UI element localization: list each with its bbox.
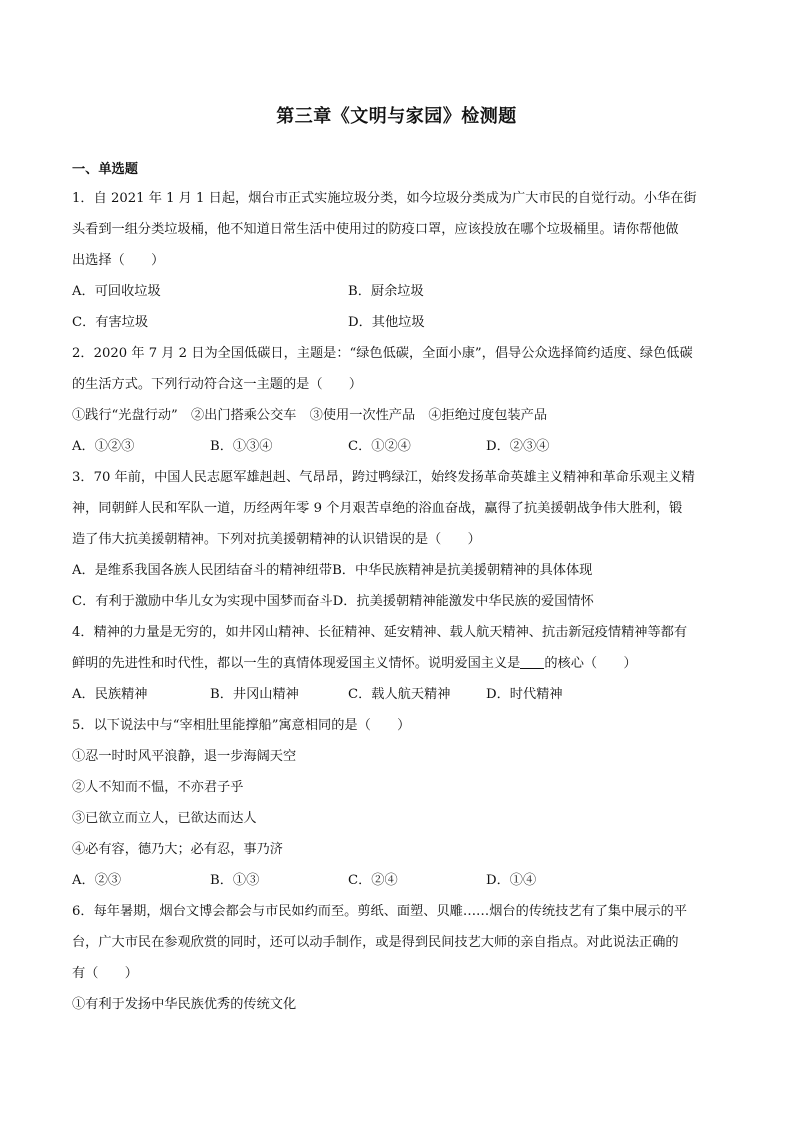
question-4-text-line-2-part-2: 的核心（ ）	[544, 656, 637, 671]
question-5-option-c: C．②④	[348, 873, 398, 888]
question-2-option-a: A．①②③	[72, 439, 135, 454]
question-1-text-line-1: 1．自 2021 年 1 月 1 日起，烟台市正式实施垃圾分类，如今垃圾分类成为广大市民的自觉行动。小华在街	[72, 191, 697, 206]
question-3-options-ab: A．是维系我国各族人民团结奋斗的精神纽带B．中华民族精神是抗美援朝精神的具体体现	[72, 563, 593, 578]
question-1-option-a: A．可回收垃圾	[72, 284, 161, 299]
question-4-option-c: C．载人航天精神	[348, 687, 451, 702]
question-2-text-line-2: 的生活方式。下列行动符合这一主题的是（ ）	[72, 377, 363, 392]
question-3-options-cd: C．有利于激励中华儿女为实现中国梦而奋斗D．抗美援朝精神能激发中华民族的爱国情怀	[72, 594, 594, 609]
question-5-options	[72, 865, 732, 896]
fill-in-blank	[520, 654, 544, 669]
question-4-option-b: B．井冈山精神	[210, 687, 299, 702]
question-1-options-row-2	[72, 307, 732, 338]
question-5-item-2: ②人不知而不愠，不亦君子乎	[72, 780, 244, 795]
question-2-option-d: D．②③④	[486, 439, 550, 454]
question-5-item-3: ③已欲立而立人，已欲达而达人	[72, 811, 257, 826]
question-1-text-line-3: 出选择（ ）	[72, 253, 165, 268]
question-1-option-d: D．其他垃圾	[348, 315, 425, 330]
question-2-option-c: C．①②④	[348, 439, 411, 454]
question-1	[72, 183, 732, 338]
question-1-text-line-2: 头看到一组分类垃圾桶，他不知道日常生活中使用过的防疫口罩，应该投放在哪个垃圾桶里。请你帮他做	[72, 222, 679, 237]
question-3-text-line-2: 神，同朝鲜人民和军队一道，历经两年零 9 个月艰苦卓绝的浴血奋战，赢得了抗美援朝战争伟大胜利，锻	[72, 501, 683, 516]
question-2-text-line-1: 2．2020 年 7 月 2 日为全国低碳日，主题是：“绿色低碳，全面小康”，倡导公众选择简约适度、绿色低碳	[72, 346, 693, 361]
question-6-text-line-1: 6．每年暑期，烟台文博会都会与市民如约而至。剪纸、面塑、贝雕……烟台的传统技艺有了集中展示的平	[72, 904, 688, 919]
document-body	[72, 156, 732, 1020]
question-5-option-a: A．②③	[72, 873, 122, 888]
question-5-option-b: B．①③	[210, 873, 260, 888]
question-2	[72, 338, 732, 462]
question-1-option-b: B．厨余垃圾	[348, 284, 424, 299]
question-2-items: ①践行“光盘行动” ②出门搭乘公交车 ③使用一次性产品 ④拒绝过度包装产品	[72, 408, 548, 423]
question-1-option-c: C．有害垃圾	[72, 315, 149, 330]
question-3	[72, 462, 732, 617]
question-4-text-line-1: 4．精神的力量是无穷的，如井冈山精神、长征精神、延安精神、载人航天精神、抗击新冠疫情精神等都有	[72, 625, 688, 640]
question-4-text-line-2	[72, 648, 732, 679]
question-6	[72, 896, 732, 1020]
question-4-options	[72, 679, 732, 710]
question-4-option-a: A．民族精神	[72, 687, 148, 702]
question-5-text-line-1: 5．以下说法中与“宰相肚里能撑船”寓意相同的是（ ）	[72, 718, 411, 733]
question-5-option-d: D．①④	[486, 873, 537, 888]
question-5-item-4: ④必有容，德乃大；必有忍，事乃济	[72, 842, 283, 857]
question-6-text-line-2: 台，广大市民在参观欣赏的同时，还可以动手制作，或是得到民间技艺大师的亲自指点。对此说法正确的	[72, 935, 679, 950]
question-6-item-1: ①有利于发扬中华民族优秀的传统文化	[72, 997, 297, 1012]
question-4	[72, 617, 732, 710]
question-2-option-b: B．①③④	[210, 439, 273, 454]
question-2-options	[72, 431, 732, 462]
section-heading: 一、单选题	[72, 162, 138, 177]
question-3-text-line-3: 造了伟大抗美援朝精神。下列对抗美援朝精神的认识错误的是（ ）	[72, 532, 481, 547]
question-5	[72, 710, 732, 896]
question-5-item-1: ①忍一时时风平浪静，退一步海阔天空	[72, 749, 297, 764]
question-4-option-d: D．时代精神	[486, 687, 563, 702]
page-title: 第三章《文明与家园》检测题	[276, 106, 517, 127]
question-6-text-line-3: 有（ ）	[72, 966, 138, 981]
question-4-text-line-2-part-1: 鲜明的先进性和时代性，都以一生的真情体现爱国主义情怀。说明爱国主义是	[72, 656, 521, 671]
question-1-options-row-1	[72, 276, 732, 307]
question-3-text-line-1: 3．70 年前，中国人民志愿军雄赳赳、气昂昂，跨过鸭绿江，始终发扬革命英雄主义精神和革命乐观主义精	[72, 470, 695, 485]
